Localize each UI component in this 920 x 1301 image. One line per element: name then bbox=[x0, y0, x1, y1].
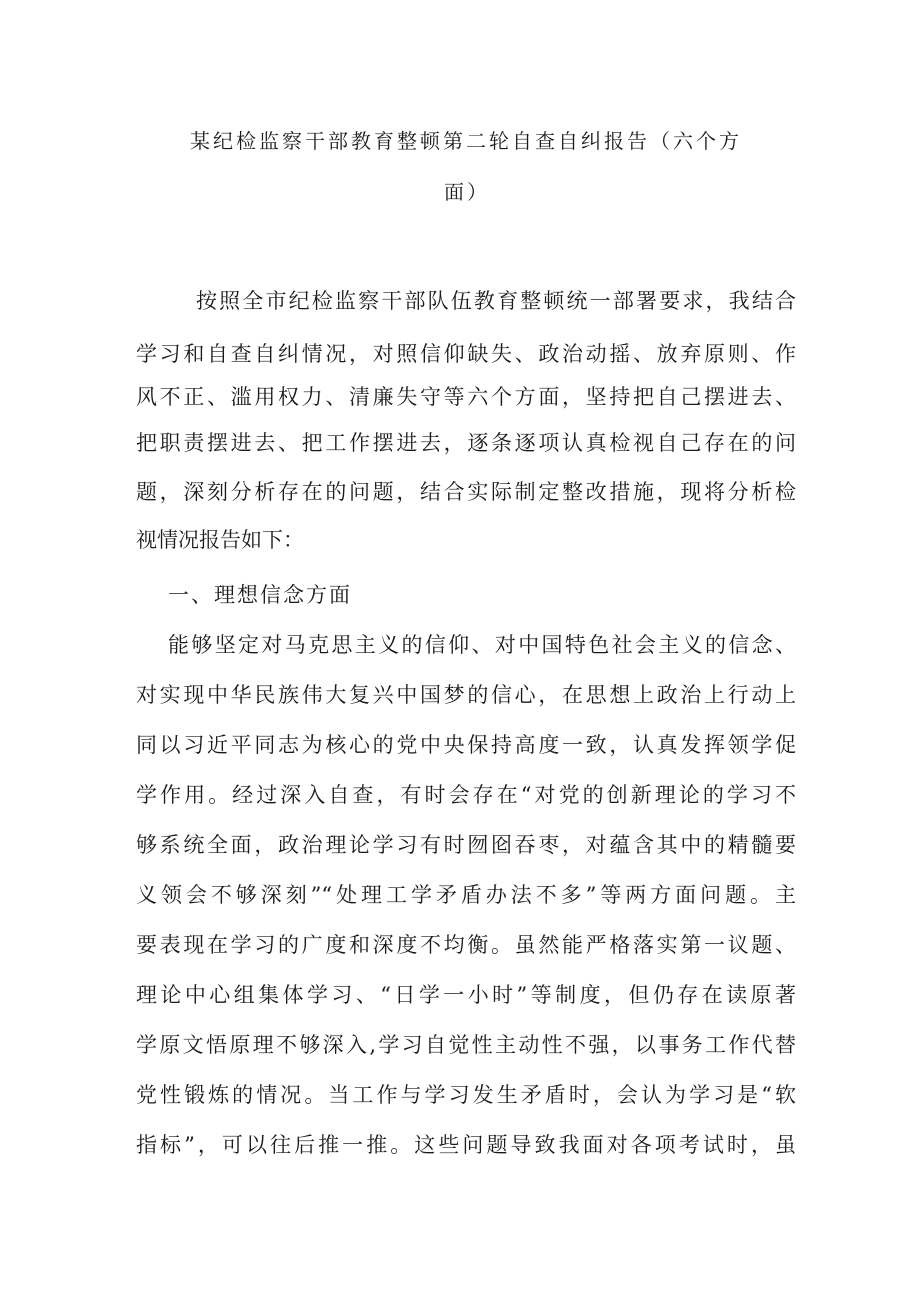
intro-line: 学习和自查自纠情况，对照信仰缺失、政治动摇、放弃原则、作 bbox=[136, 342, 796, 366]
intro-line: 把职责摆进去、把工作摆进去，逐条逐项认真检视自己存在的问 bbox=[136, 431, 796, 455]
section-line: 学原文悟原理不够深入,学习自觉性主动性不强，以事务工作代替 bbox=[136, 1033, 796, 1057]
section-line: 要表现在学习的广度和深度不均衡。虽然能严格落实第一议题、 bbox=[136, 933, 796, 957]
document-title-line-2: 面） bbox=[444, 180, 490, 204]
section-line: 义领会不够深刻”“处理工学矛盾办法不多”等两方面问题。主 bbox=[136, 883, 796, 907]
section-line: 理论中心组集体学习、“日学一小时”等制度，但仍存在读原著 bbox=[136, 983, 796, 1007]
section-line: 学作用。经过深入自查，有时会存在“对党的创新理论的学习不 bbox=[136, 783, 796, 807]
section-line: 指标”，可以往后推一推。这些问题导致我面对各项考试时，虽 bbox=[136, 1133, 796, 1157]
intro-line: 题，深刻分析存在的问题，结合实际制定整改措施，现将分析检 bbox=[136, 480, 796, 504]
section-line: 对实现中华民族伟大复兴中国梦的信心，在思想上政治上行动上 bbox=[136, 683, 796, 707]
section-line: 够系统全面，政治理论学习有时囫囵吞枣，对蕴含其中的精髓要 bbox=[136, 833, 796, 857]
document-title-line-1: 某纪检监察干部教育整顿第二轮自查自纠报告（六个方 bbox=[190, 129, 742, 153]
section-line: 党性锻炼的情况。当工作与学习发生矛盾时，会认为学习是“软 bbox=[136, 1083, 796, 1107]
intro-line: 风不正、滥用权力、清廉失守等六个方面，坚持把自己摆进去、 bbox=[136, 385, 796, 409]
intro-line: 按照全市纪检监察干部队伍教育整顿统一部署要求，我结合 bbox=[196, 289, 796, 313]
section-line: 同以习近平同志为核心的党中央保持高度一致，认真发挥领学促 bbox=[136, 733, 796, 757]
intro-line: 视情况报告如下： bbox=[136, 528, 304, 552]
section-line: 能够坚定对马克思主义的信仰、对中国特色社会主义的信念、 bbox=[168, 633, 796, 657]
section-heading: 一、理想信念方面 bbox=[168, 583, 352, 607]
